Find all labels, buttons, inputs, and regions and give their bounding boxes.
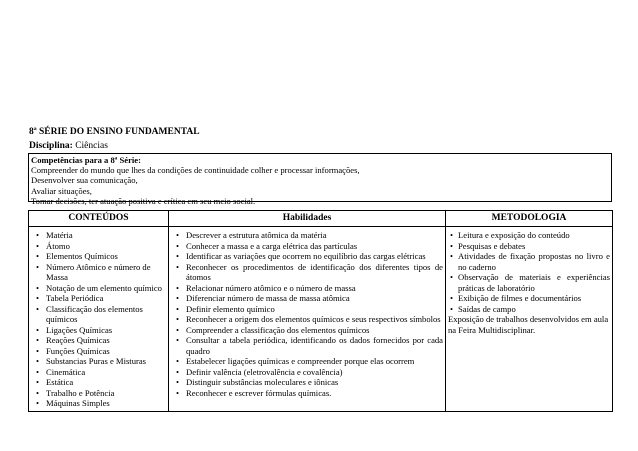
list-item: • Definir valência (eletrovalência e covalência) (171, 367, 443, 378)
discipline-label: Disciplina: (29, 141, 73, 151)
list-item: • Saídas de campo (448, 304, 610, 315)
list-item: • Trabalho e Potência (31, 388, 166, 399)
competency-line: Avaliar situações, (31, 185, 92, 196)
list-item: • Máquinas Simples (31, 398, 166, 409)
list-item: • Cinemática (31, 367, 166, 378)
list-item: • Atividades de fixação propostas no livro e no caderno (448, 251, 610, 272)
list-item: • Compreender a classificação dos elementos químicos (171, 325, 443, 336)
list-item: • Diferenciar número de massa de massa atômica (171, 293, 443, 304)
list-item: • Pesquisas e debates (448, 241, 610, 252)
discipline-value: Ciências (75, 141, 108, 151)
list-item: • Classificação dos elementos químicos (31, 304, 166, 325)
competency-line: Desenvolver sua comunicação, (31, 175, 138, 186)
list-item: • Reconhecer a origem dos elementos químicos e seus respectivos símbolos (171, 314, 443, 325)
competencies-title: Competências para a 8ª Série: (31, 155, 141, 165)
list-item: • Estática (31, 377, 166, 388)
table-header-row (29, 211, 613, 227)
list-item: • Número Atômico e número de Massa (31, 262, 166, 283)
list-item: • Distinguir substâncias moleculares e iônicas (171, 377, 443, 388)
list-item: • Substancias Puras e Misturas (31, 356, 166, 367)
list-item: • Átomo (31, 241, 166, 252)
list-item: • Leitura e exposição do conteúdo (448, 230, 610, 241)
list-item: • Notação de um elemento químico (31, 283, 166, 294)
list-item: • Identificar as variações que ocorrem no equilíbrio das cargas elétricas (171, 251, 443, 262)
metodologia-list (448, 230, 610, 314)
conteudos-cell (29, 227, 169, 412)
page-title: 8ª SÉRIE DO ENSINO FUNDAMENTAL (29, 127, 200, 137)
table-row (29, 227, 613, 412)
list-item: • Descrever a estrutura atômica da matéria (171, 230, 443, 241)
list-item: • Matéria (31, 230, 166, 241)
discipline-line (29, 141, 108, 152)
list-item: • Reconhecer os procedimentos de identificação dos diferentes tipos de átomos (171, 262, 443, 283)
conteudos-list (31, 230, 166, 409)
list-item: • Consultar a tabela periódica, identificando os dados fornecidos por cada quadro (171, 335, 443, 356)
list-item: • Conhecer a massa e a carga elétrica das partículas (171, 241, 443, 252)
header-conteudos: CONTEÚDOS (29, 211, 169, 227)
competencies-box (28, 153, 612, 206)
competency-line: Compreender do mundo que lhes da condições de continuidade colher e processar informações, (31, 165, 360, 176)
metodologia-cell (446, 227, 613, 412)
list-item: • Observação de materiais e experiências práticas de laboratório (448, 272, 610, 293)
list-item: • Reações Químicas (31, 335, 166, 346)
curriculum-table (28, 210, 613, 412)
list-item: • Relacionar número atômico e o número de massa (171, 283, 443, 294)
list-item: • Funções Químicas (31, 346, 166, 357)
competency-line: Tomar decisões, ter atuação positiva e crítica em seu meio social. (31, 195, 256, 206)
list-item: • Definir elemento químico (171, 304, 443, 315)
habilidades-cell (169, 227, 446, 412)
list-item: • Elementos Químicos (31, 251, 166, 262)
list-item: • Estabelecer ligações químicas e compreender porque elas ocorrem (171, 356, 443, 367)
metodologia-extra: Exposição de trabalhos desenvolvidos em aula na Feira Multidisciplinar. (448, 314, 609, 335)
list-item: • Exibição de filmes e documentários (448, 293, 610, 304)
list-item: • Ligações Químicas (31, 325, 166, 336)
list-item: • Tabela Periódica (31, 293, 166, 304)
header-habilidades: Habilidades (169, 211, 446, 227)
header-metodologia: METODOLOGIA (446, 211, 613, 227)
habilidades-list (171, 230, 443, 398)
list-item: • Reconhecer e escrever fórmulas químicas. (171, 388, 443, 399)
